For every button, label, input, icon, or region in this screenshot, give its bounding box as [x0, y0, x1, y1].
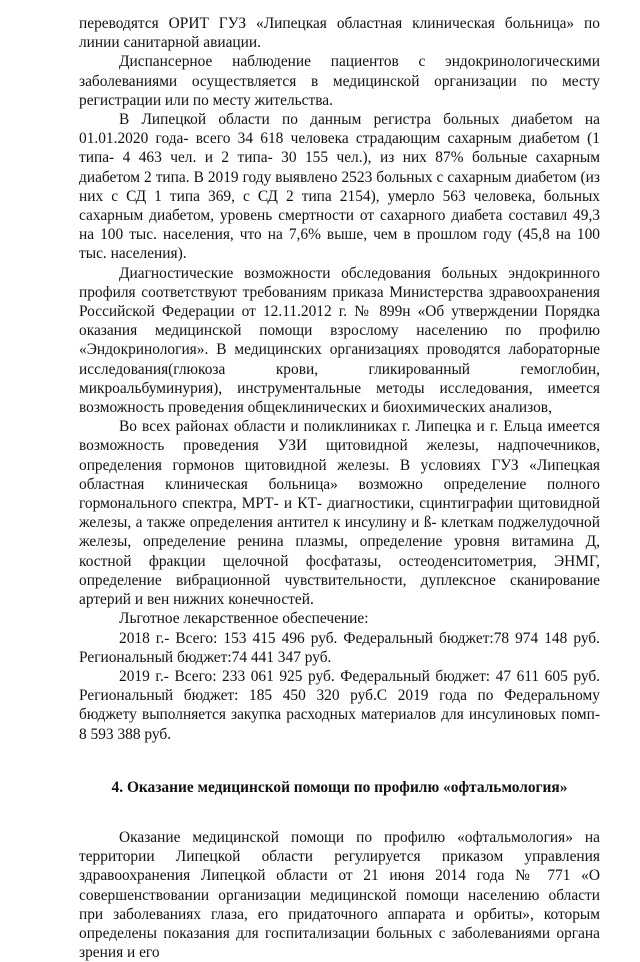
- paragraph-dispensary: Диспансерное наблюдение пациентов с эндокринологическими заболеваниями осуществляется в медицинской организации по месту регистрации или по месту жительства.: [79, 53, 600, 109]
- paragraph-transfer: переводятся ОРИТ ГУЗ «Липецкая областная клиническая больница» по линии санитарной авиации.: [79, 15, 600, 52]
- paragraph-funding-2018: 2018 г.- Всего: 153 415 496 руб. Федеральный бюджет:78 974 148 руб. Региональный бюджет:74 441 347 руб.: [79, 629, 600, 666]
- paragraph-diabetes-register: В Липецкой области по данным регистра больных диабетом на 01.01.2020 года- всего 34 618 человека страдающим сахарным диабетом (1 типа- 4 463 чел. и 2 типа- 30 155 чел.), из них 87% больные сахарным диабетом 2 типа. В 2019 году выявлено 2523 больных с сахарным диабетом (из них с СД 1 типа 369, с СД 2 типа 2154), умерло 563 человека, больных сахарным диабетом, уровень смертности от сахарного диабета составил 49,3 на 100 тыс. населения, что на 7,6% выше, чем в прошлом году (45,8 на 100 тыс. населения).: [79, 111, 600, 263]
- paragraph-funding-2019: 2019 г.- Всего: 233 061 925 руб. Федеральный бюджет: 47 611 605 руб. Региональный бюджет: 185 450 320 руб.С 2019 года по Федеральному бюджету выполняется закупка расходных материалов для инсулиновых помп- 8 593 388 руб.: [79, 667, 600, 743]
- section-heading-ophthalmology: 4. Оказание медицинской помощи по профилю «офтальмология»: [111, 778, 568, 796]
- paragraph-ophthalmology: Оказание медицинской помощи по профилю «офтальмология» на территории Липецкой области регулируется приказом управления здравоохранения Липецкой области от 21 июня 2014 года № 771 «О совершенствовании организации медицинской помощи населению области при заболеваниях глаза, его придаточного аппарата и орбиты», которым определены показания для госпитализации больных с заболеваниями органа зрения и его: [79, 828, 600, 962]
- paragraph-district-capabilities: Во всех районах области и поликлиниках г. Липецка и г. Ельца имеется возможность проведения УЗИ щитовидной железы, надпочечников, определения гормонов щитовидной железы. В условиях ГУЗ «Липецкая областная клиническая больница» возможно определение полного гормонального спектра, МРТ- и КТ- диагностики, сцинтиграфии щитовидной железы, а также определения антител к инсулину и ß- клеткам поджелудочной железы, определение ренина плазмы, определение уровня витамина Д, костной фракции щелочной фосфатазы, остеоденситометрия, ЭНМГ, определение вибрационной чувствительности, дуплексное сканирование артерий и вен нижних конечностей.: [79, 418, 600, 609]
- paragraph-drug-provision: Льготное лекарственное обеспечение:: [119, 610, 369, 628]
- paragraph-diagnostics: Диагностические возможности обследования больных эндокринного профиля соответствуют требованиям приказа Министерства здравоохранения Российской Федерации от 12.11.2012 г. № 899н «Об утверждении Порядка оказания медицинской помощи взрослому населению по профилю «Эндокринология». В медицинских организациях проводятся лабораторные исследования(глюкоза крови, гликированный гемоглобин, микроальбуминурия), инструментальные методы исследования, имеется возможность проведения общеклинических и биохимических анализов,: [79, 264, 600, 417]
